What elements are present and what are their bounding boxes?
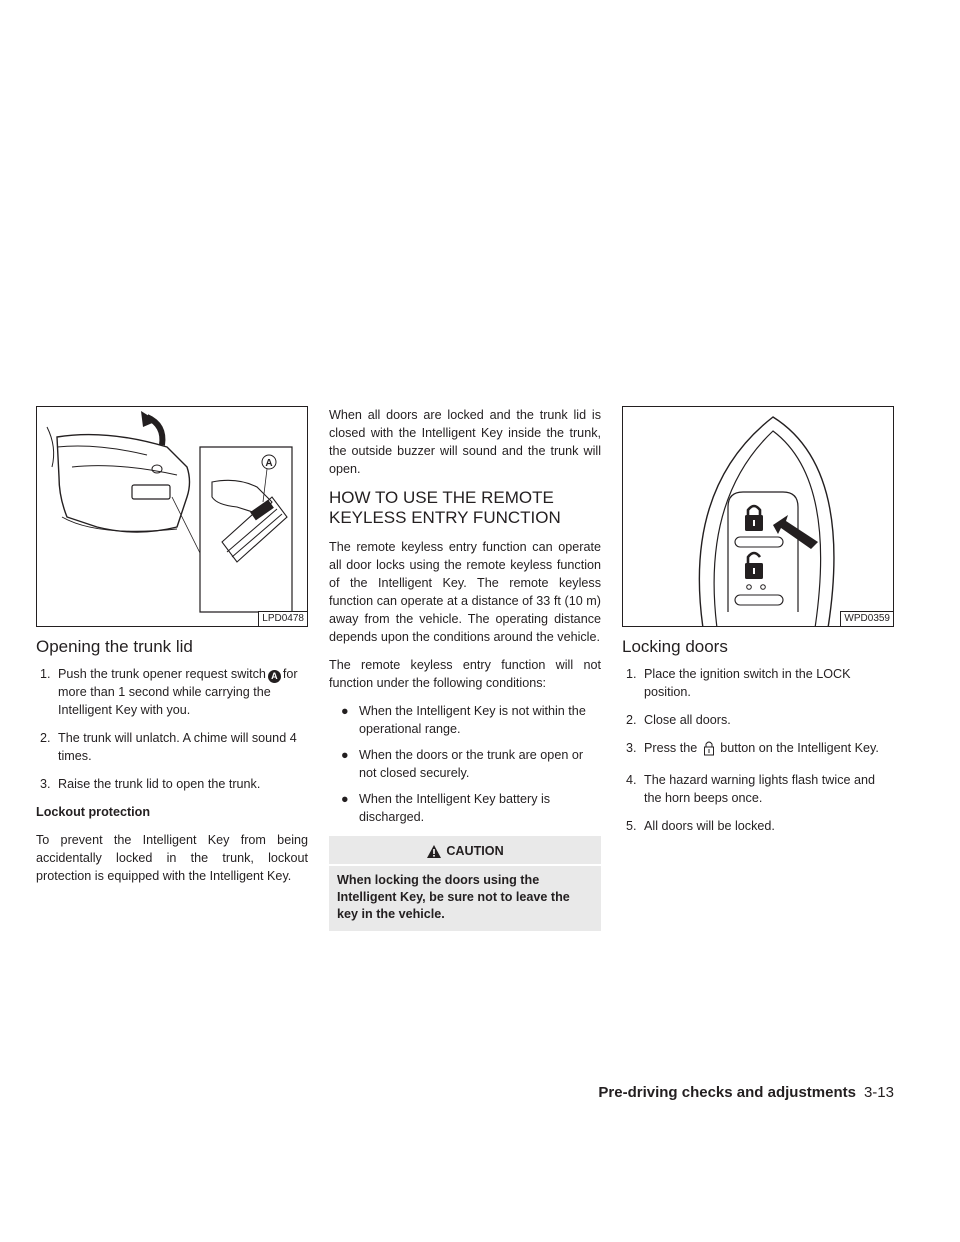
trunk-opener-figure [36,406,308,627]
list-item: 4. The hazard warning lights flash twice and the horn beeps once. [626,773,876,805]
bullet-icon: ● [341,792,349,806]
list-item: 3. Raise the trunk lid to open the trunk. [40,777,261,791]
column-right [622,406,894,845]
list-item: ● When the Intelligent Key is not within the operational range. [341,704,586,736]
caution-header [329,836,601,866]
lock-icon [703,740,715,761]
warning-icon [426,844,442,859]
bullet-icon: ● [341,704,349,718]
page-number: 3-13 [863,1084,894,1101]
list-item: ● When the doors or the trunk are open or not closed securely. [341,748,584,780]
caution-title: CAUTION [446,844,504,858]
list-item: 2. The trunk will unlatch. A chime will sound 4 times. [40,731,297,763]
figure-code: LPD0478 [258,611,307,626]
section-heading: Locking doors [622,637,728,656]
paragraph: The remote keyless entry function will not function under the following conditions: [329,658,601,690]
paragraph: When all doors are locked and the trunk lid is closed with the Intelligent Key inside the trunk, the outside buzzer will sound and the trunk will open. [329,408,601,476]
paragraph: The remote keyless entry function can operate all door locks using the remote keyless function of the Intelligent Key. The remote keyless function can operate at a distance of 33 ft (10 m) away from the vehicle. The operating distance depends upon the conditions around the vehicle. [329,540,601,644]
conditions-list [329,702,601,826]
bullet-icon: ● [341,748,349,762]
list-item: 2. Close all doors. [626,713,731,727]
caution-box [329,836,601,931]
list-item: 1. Push the trunk opener request switch A for more than 1 second while carrying the Intelligent Key with you. [40,667,298,717]
list-item: ● When the Intelligent Key battery is discharged. [341,792,551,824]
subheading: Lockout protection [36,805,151,819]
list-item: 5. All doors will be locked. [626,819,775,833]
section-heading: Opening the trunk lid [36,637,193,656]
list-item: 3. Press the button on the Intelligent Key. [622,739,894,761]
trunk-illustration [37,407,308,627]
list-item: 1. Place the ignition switch in the LOCK position. [626,667,851,699]
figure-callout-a: A [265,458,273,469]
column-middle [329,406,601,931]
key-fob-illustration [623,407,894,627]
locking-steps-list [622,665,894,835]
column-left [36,406,308,895]
callout-a-icon: A [268,670,281,683]
figure-code: WPD0359 [840,611,893,626]
caution-text: When locking the doors using the Intelligent Key, be sure not to leave the key in the vehicle. [337,873,570,921]
page-footer [598,1084,894,1102]
paragraph: To prevent the Intelligent Key from being accidentally locked in the trunk, lockout protection is equipped with the Intelligent Key. [36,833,308,883]
intelligent-key-figure [622,406,894,627]
trunk-steps-list [36,665,308,793]
footer-section-title: Pre-driving checks and adjustments [598,1084,856,1101]
section-heading: HOW TO USE THE REMOTE KEYLESS ENTRY FUNCTION [329,488,561,527]
